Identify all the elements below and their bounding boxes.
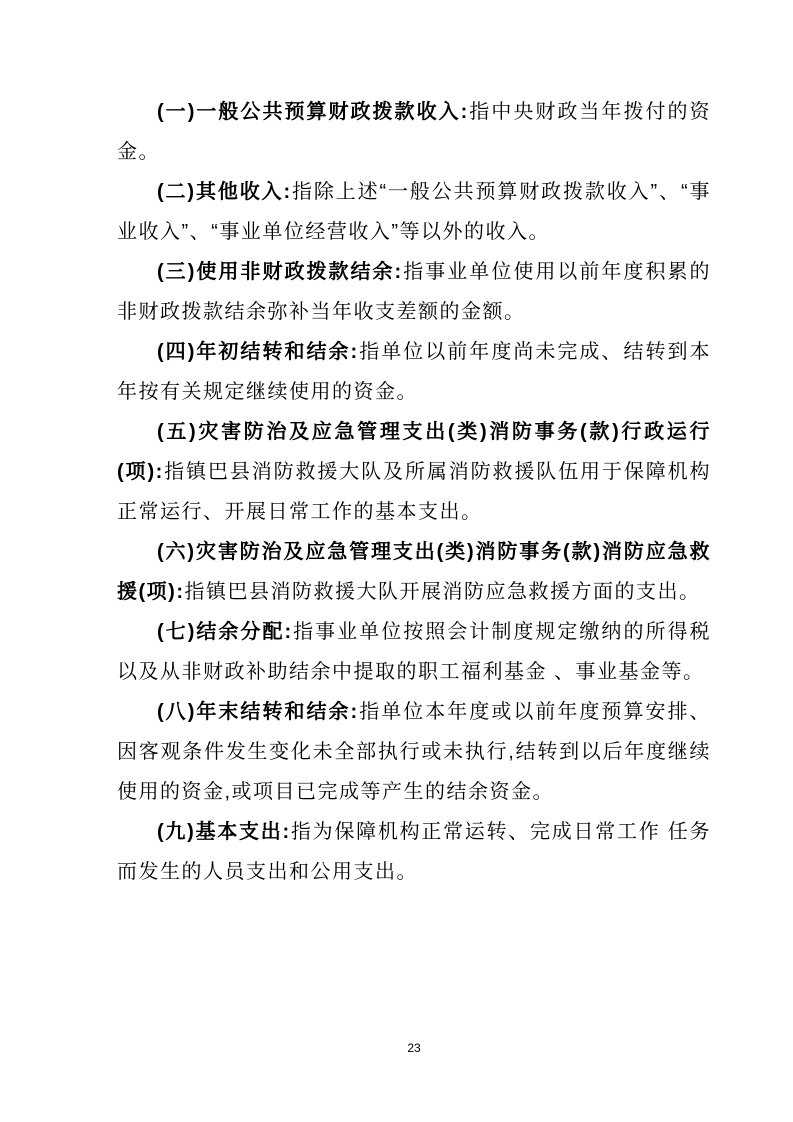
definition-text: 指为保障机构正常运转、完成日常工作 任务而发生的人员支出和公用支出。: [117, 821, 711, 883]
definition-term: (七)结余分配:: [157, 621, 293, 643]
definition-paragraph-8: [117, 692, 711, 812]
definition-term: (三)使用非财政拨款结余:: [157, 261, 403, 283]
definition-term: (一)一般公共预算财政拨款收入:: [157, 101, 469, 123]
definition-paragraph-3: [117, 252, 711, 332]
definition-text: 指事业单位使用以前年度积累的非财政拨款结余弥补当年收支差额的金额。: [117, 261, 711, 323]
definition-paragraph-9: [117, 812, 711, 892]
definition-paragraph-1: [117, 92, 711, 172]
definition-term: (五)灾害防治及应急管理支出(类)消防事务(款)行政运行(项):: [117, 421, 711, 483]
page-number: 23: [407, 1041, 421, 1055]
definition-term: (六)灾害防治及应急管理支出(类)消防事务(款)消防应急救援(项):: [117, 541, 711, 603]
definition-paragraph-2: [117, 172, 711, 252]
definition-text: 指除上述“一般公共预算财政拨款收入”、“事业收入”、“事业单位经营收入”等以外的收入。: [117, 181, 712, 243]
definition-text: 指单位本年度或以前年度预算安排、因客观条件发生变化未全部执行或未执行,结转到以后年度继续使用的资金,或项目已完成等产生的结余资金。: [117, 701, 712, 803]
definition-term: (二)其他收入:: [157, 181, 292, 203]
definition-paragraph-6: [117, 532, 711, 612]
definition-text: 指镇巴县消防救援大队开展消防应急救援方面的支出。: [184, 581, 701, 603]
definition-text: 指中央财政当年拨付的资金。: [117, 101, 711, 163]
definition-text: 指事业单位按照会计制度规定缴纳的所得税以及从非财政补助结余中提取的职工福利基金 、事业基金等。: [117, 621, 712, 683]
definition-text: 指单位以前年度尚未完成、结转到本年按有关规定继续使用的资金。: [117, 341, 712, 403]
definition-text: 指镇巴县消防救援大队及所属消防救援队伍用于保障机构正常运行、开展日常工作的基本支出。: [117, 461, 712, 523]
document-body: [117, 92, 711, 892]
definition-paragraph-7: [117, 612, 711, 692]
definition-term: (八)年末结转和结余:: [157, 701, 359, 723]
definition-paragraph-5: [117, 412, 711, 532]
definition-term: (九)基本支出:: [157, 821, 291, 843]
definition-term: (四)年初结转和结余:: [157, 341, 359, 363]
definition-paragraph-4: [117, 332, 711, 412]
